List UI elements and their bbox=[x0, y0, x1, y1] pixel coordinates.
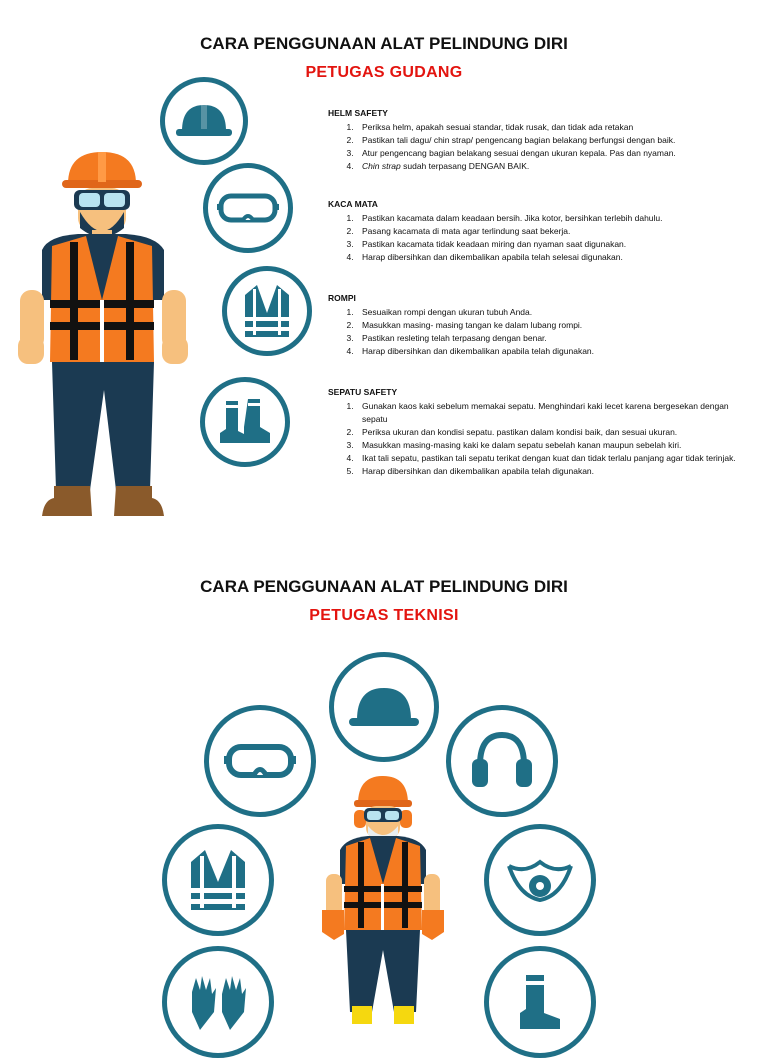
list-item: 2. Pasang kacamata di mata agar terlindung saat bekerja. bbox=[356, 225, 738, 238]
list-item: 3. Masukkan masing-masing kaki ke dalam sepatu sebelah kanan maupun sebelah kiri. bbox=[356, 439, 738, 452]
list-item: 4. Ikat tali sepatu, pastikan tali sepatu terikat dengan kuat dan tidak terlalu panjang agar tidak terinjak. bbox=[356, 452, 738, 465]
technician-illustration bbox=[320, 774, 446, 1029]
helmet-icon bbox=[160, 77, 248, 165]
section-heading: SEPATU SAFETY bbox=[328, 387, 398, 397]
top-title: CARA PENGGUNAAN ALAT PELINDUNG DIRI bbox=[200, 34, 568, 53]
list-item: 2. Periksa ukuran dan kondisi sepatu. pastikan dalam kondisi baik, dan sesuai ukuran. bbox=[356, 426, 738, 439]
list-item: 2. Pastikan tali dagu/ chin strap/ pengencang bagian belakang berfungsi dengan baik. bbox=[356, 134, 738, 147]
list-item: 1. Periksa helm, apakah sesuai standar, tidak rusak, dan tidak ada retakan bbox=[356, 121, 738, 134]
gloves-icon bbox=[162, 946, 274, 1058]
list-item: 5. Harap dibersihkan dan dikembalikan apabila telah digunakan. bbox=[356, 465, 738, 478]
section-sepatu-safety bbox=[328, 386, 738, 478]
helmet-icon bbox=[329, 652, 439, 762]
vest-icon bbox=[222, 266, 312, 356]
top-subtitle: PETUGAS GUDANG bbox=[305, 64, 463, 81]
boots-icon bbox=[484, 946, 596, 1058]
section-helm-safety bbox=[328, 107, 738, 173]
list-item: 1. Gunakan kaos kaki sebelum memakai sepatu. Menghindari kaki lecet karena bergesekan dengan sepatu bbox=[356, 400, 738, 426]
list-item: 3. Atur pengencang bagian belakang sesuai dengan ukuran kepala. Pas dan nyaman. bbox=[356, 147, 738, 160]
goggles-icon bbox=[204, 705, 316, 817]
list-item: 2. Masukkan masing- masing tangan ke dalam lubang rompi. bbox=[356, 319, 738, 332]
list-item: 4. Chin strap sudah terpasang DENGAN BAIK. bbox=[356, 160, 738, 173]
bottom-title: CARA PENGGUNAAN ALAT PELINDUNG DIRI bbox=[200, 577, 568, 596]
list-item: 4. Harap dibersihkan dan dikembalikan apabila telah digunakan. bbox=[356, 345, 738, 358]
goggles-icon bbox=[203, 163, 293, 253]
boots-icon bbox=[200, 377, 290, 467]
list-item: 3. Pastikan resleting telah terpasang dengan benar. bbox=[356, 332, 738, 345]
section-heading: HELM SAFETY bbox=[328, 108, 388, 118]
warehouse-worker-illustration bbox=[18, 150, 188, 527]
earmuff-icon bbox=[446, 705, 558, 817]
section-heading: KACA MATA bbox=[328, 199, 378, 209]
vest-icon bbox=[162, 824, 274, 936]
bottom-subtitle: PETUGAS TEKNISI bbox=[309, 607, 459, 624]
section-heading: ROMPI bbox=[328, 293, 356, 303]
list-item: 1. Sesuaikan rompi dengan ukuran tubuh Anda. bbox=[356, 306, 738, 319]
section-rompi bbox=[328, 292, 738, 358]
list-item: 3. Pastikan kacamata tidak keadaan miring dan nyaman saat digunakan. bbox=[356, 238, 738, 251]
list-item: 1. Pastikan kacamata dalam keadaan bersih. Jika kotor, bersihkan terlebih dahulu. bbox=[356, 212, 738, 225]
list-item: 4. Harap dibersihkan dan dikembalikan apabila telah selesai digunakan. bbox=[356, 251, 738, 264]
mask-icon bbox=[484, 824, 596, 936]
section-kaca-mata bbox=[328, 198, 738, 264]
